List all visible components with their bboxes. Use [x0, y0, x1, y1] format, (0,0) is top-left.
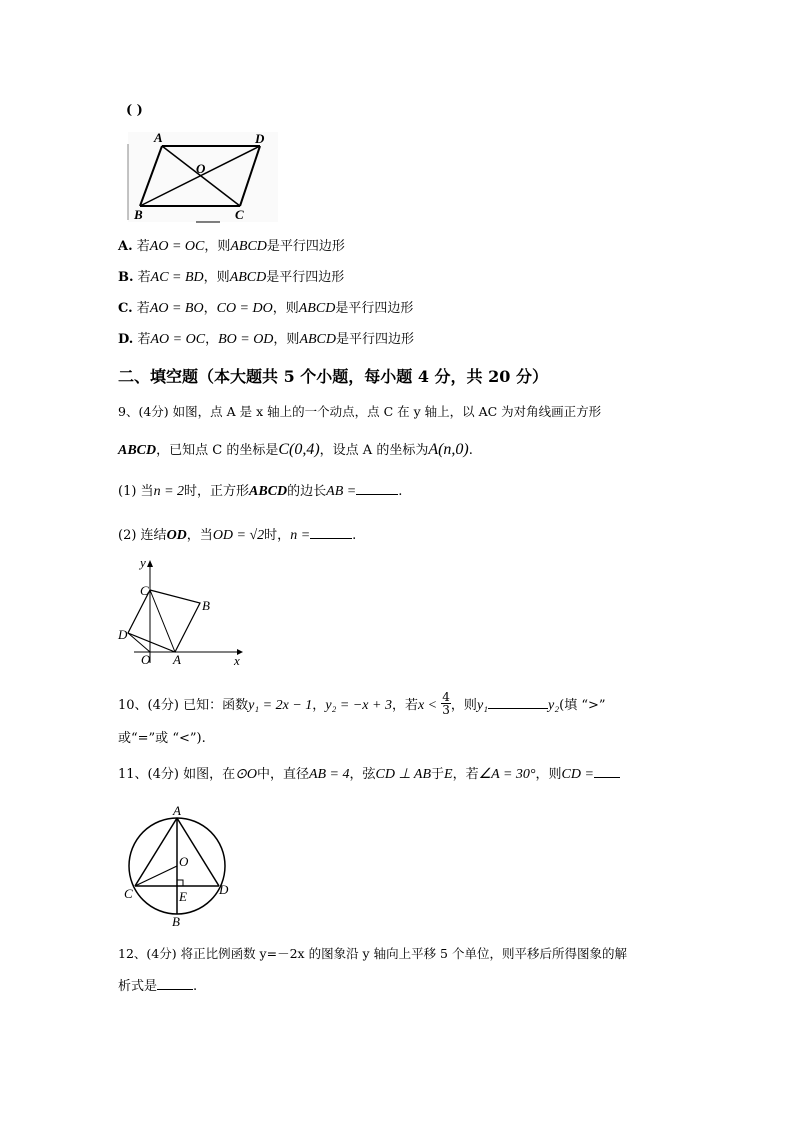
section-heading: 二、填空题（本大题共 5 个小题，每小题 4 分，共 20 分）	[118, 367, 548, 386]
q9-answer-blank-1[interactable]	[356, 483, 398, 495]
svg-text:C: C	[140, 583, 149, 598]
svg-text:A: A	[173, 652, 181, 667]
label-c: C	[235, 207, 244, 222]
option-b: B. 若AC = BD，则ABCD是平行四边形	[118, 270, 345, 285]
q10-answer-blank[interactable]	[488, 697, 548, 709]
svg-text:B: B	[202, 598, 210, 613]
q10-line1: 10、(4分) 已知：函数y₁ = 2x − 1，y₂ = −x + 3，若x < $\frac{4}{3}$ ，则y₁ y₂(填 “>”	[118, 690, 606, 717]
svg-text:E: E	[179, 889, 187, 904]
svg-text:A: A	[173, 803, 181, 818]
q9-line2: ABCD，已知点 C 的坐标是C(0,4)，设点 A 的坐标为A(n,0).	[118, 441, 473, 458]
option-d: D. 若AO = OC，BO = OD，则ABCD是平行四边形	[118, 332, 415, 347]
q10-line2: 或“=”或 “<”).	[118, 731, 206, 746]
q9-part2: (2) 连结OD，当OD = √2时，n = .	[118, 528, 357, 543]
segment-od	[128, 633, 150, 652]
answer-paren: ( )	[126, 103, 143, 118]
svg-text:B: B	[172, 914, 180, 929]
svg-text:D: D	[219, 882, 229, 897]
svg-text:x: x	[234, 653, 240, 668]
option-a: A. 若AO = OC，则ABCD是平行四边形	[118, 239, 345, 254]
q12-line2: 析式是 .	[118, 979, 198, 994]
segment-ad	[177, 818, 219, 886]
q11-line: 11、(4分) 如图，在⊙O中，直径AB = 4，弦CD ⊥ AB于E，若∠A = 30°，则CD =	[118, 766, 620, 782]
q9-part1: (1) 当n = 2时，正方形ABCD的边长AB = .	[118, 484, 403, 499]
square-axes-figure	[112, 555, 252, 670]
q12-answer-blank[interactable]	[157, 978, 193, 990]
svg-text:y: y	[140, 555, 146, 570]
svg-text:O: O	[179, 854, 189, 869]
circle-figure	[118, 802, 238, 932]
option-c: C. 若AO = BO，CO = DO，则ABCD是平行四边形	[118, 301, 414, 316]
svg-text:C: C	[124, 886, 133, 901]
label-d: D	[255, 131, 265, 146]
svg-text:D: D	[118, 627, 128, 642]
svg-text:O: O	[141, 652, 151, 667]
q12-line1: 12、(4分) 将正比例函数 y=－2x 的图象沿 y 轴向上平移 5 个单位，则平移后所得图象的解	[118, 946, 627, 961]
label-a: A	[154, 130, 163, 145]
fraction-four-thirds: $\frac{4}{3}$	[442, 690, 450, 717]
q9-answer-blank-2[interactable]	[310, 527, 352, 539]
parallelogram-figure	[120, 130, 280, 230]
diagonal-ca	[150, 590, 175, 652]
label-o: O	[196, 161, 206, 176]
q9-line1: 9、(4分) 如图，点 A 是 x 轴上的一个动点，点 C 在 y 轴上，以 AC 为对角线画正方形	[118, 404, 602, 419]
label-b: B	[134, 207, 143, 222]
q11-answer-blank[interactable]	[594, 766, 620, 778]
right-angle-mark	[177, 880, 183, 886]
